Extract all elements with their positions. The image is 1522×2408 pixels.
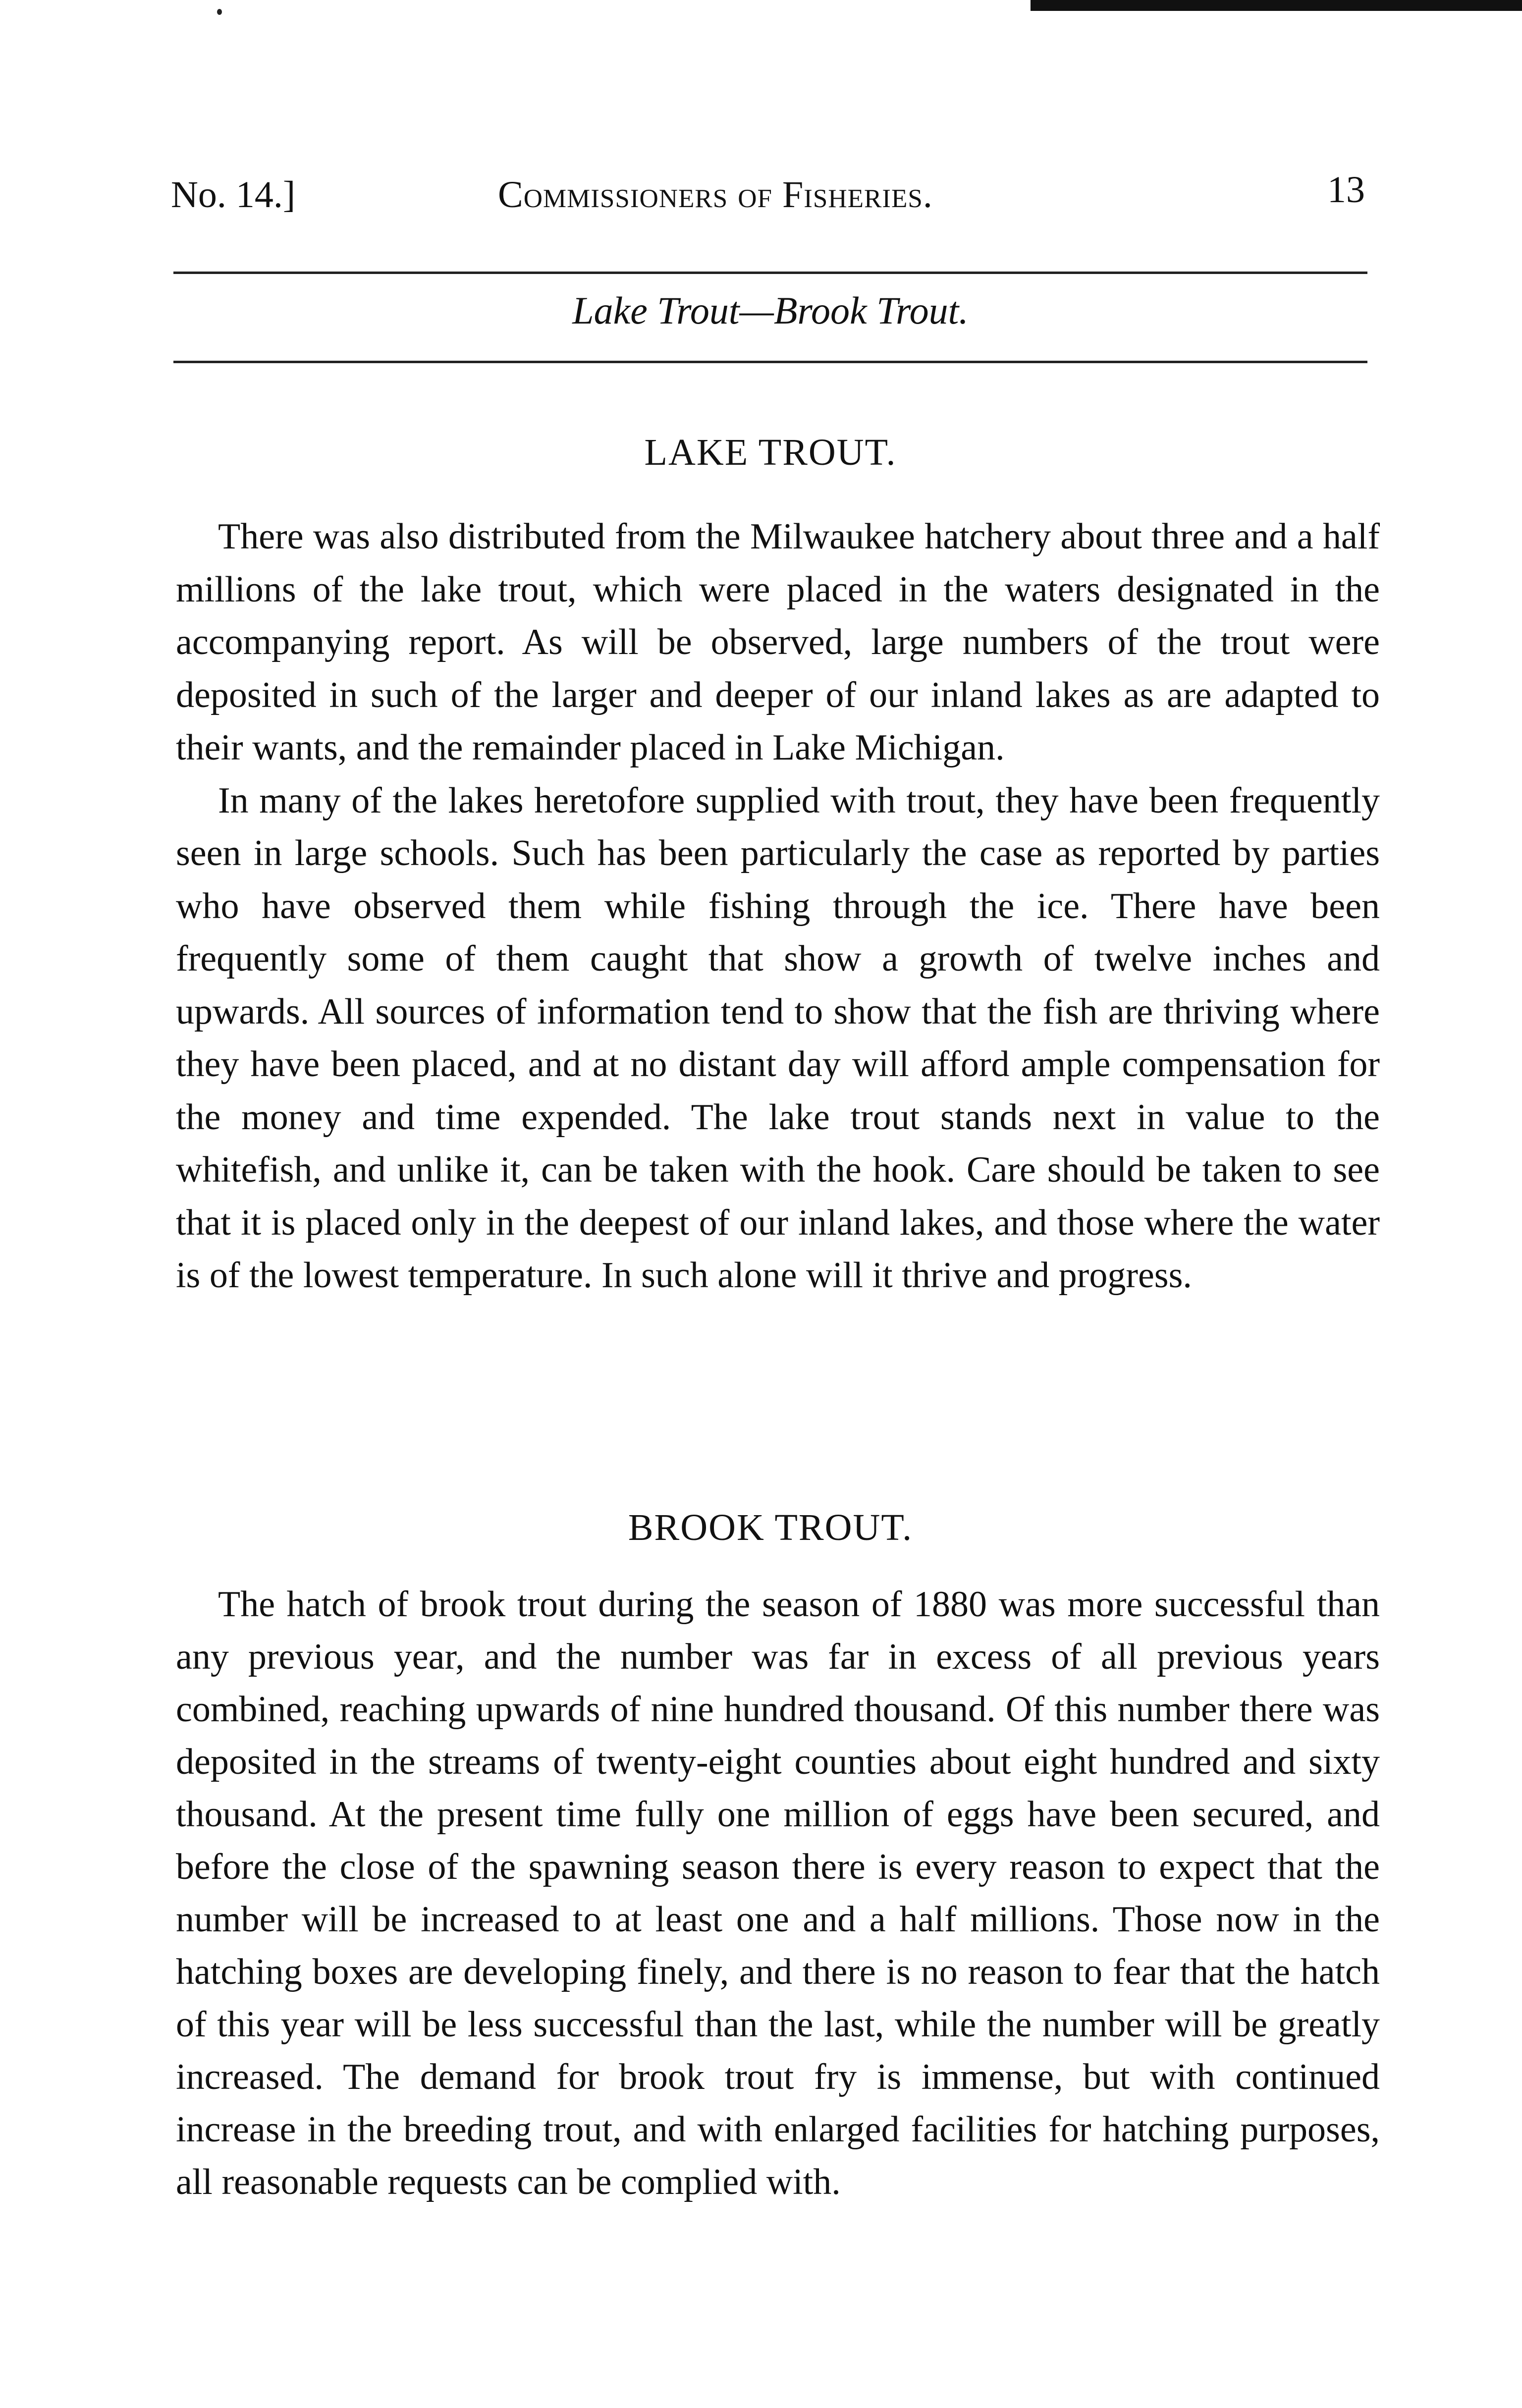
section-body-lake-trout: [176, 510, 1380, 1302]
page-subheading: Lake Trout—Brook Trout.: [572, 289, 969, 332]
section-body-brook-trout: [176, 1578, 1380, 2208]
section-heading-brook-trout: BROOK TROUT.: [628, 1507, 913, 1548]
running-header: [171, 168, 1365, 223]
paragraph: There was also distributed from the Milwaukee hatchery about three and a half millions of the lake trout, which were placed in the waters designated in the accompanying report. As will be observed, large numbers of the trout were deposited in such of the larger and deeper of our inland lakes as are adapted to their wants, and the remainder placed in Lake Michigan.: [176, 516, 1380, 768]
scan-speck: [217, 9, 222, 15]
running-title: Commissioners of Fisheries.: [498, 174, 933, 216]
section-heading-lake-trout: LAKE TROUT.: [644, 432, 897, 473]
paragraph: In many of the lakes heretofore supplied with trout, they have been frequently seen in large schools. Such has been particularly the case as reported by parties who have observed them while fishing through the ice. There have been frequently some of them caught that show a growth of twelve inches and upwards. All sources of information tend to show that the fish are thriving where they have been placed, and at no distant day will afford ample compensation for the money and time expended. The lake trout stands next in value to the whitefish, and unlike it, can be taken with the hook. Care should be taken to see that it is placed only in the deepest of our inland lakes, and those where the water is of the lowest temperature. In such alone will it thrive and progress.: [176, 780, 1380, 1296]
scan-edge-mark: [1031, 0, 1522, 11]
header-rule-top: [173, 272, 1367, 274]
paragraph: The hatch of brook trout during the season of 1880 was more successful than any previous year, and the number was far in excess of all previous years combined, reaching upwards of nine hundred thousand. Of this number there was deposited in the streams of twenty-eight counties about eight hundred and sixty thousand. At the present time fully one million of eggs have been secured, and before the close of the spawning season there is every reason to expect that the number will be increased to at least one and a half millions. Those now in the hatching boxes are developing finely, and there is no reason to fear that the hatch of this year will be less successful than the last, while the number will be greatly increased. The demand for brook trout fry is immense, but with continued increase in the breeding trout, and with enlarged facilities for hatching purposes, all reasonable requests can be complied with.: [176, 1584, 1380, 2202]
document-number: No. 14.]: [171, 174, 296, 216]
header-rule-bottom: [173, 361, 1367, 363]
page-number: 13: [1327, 169, 1365, 211]
